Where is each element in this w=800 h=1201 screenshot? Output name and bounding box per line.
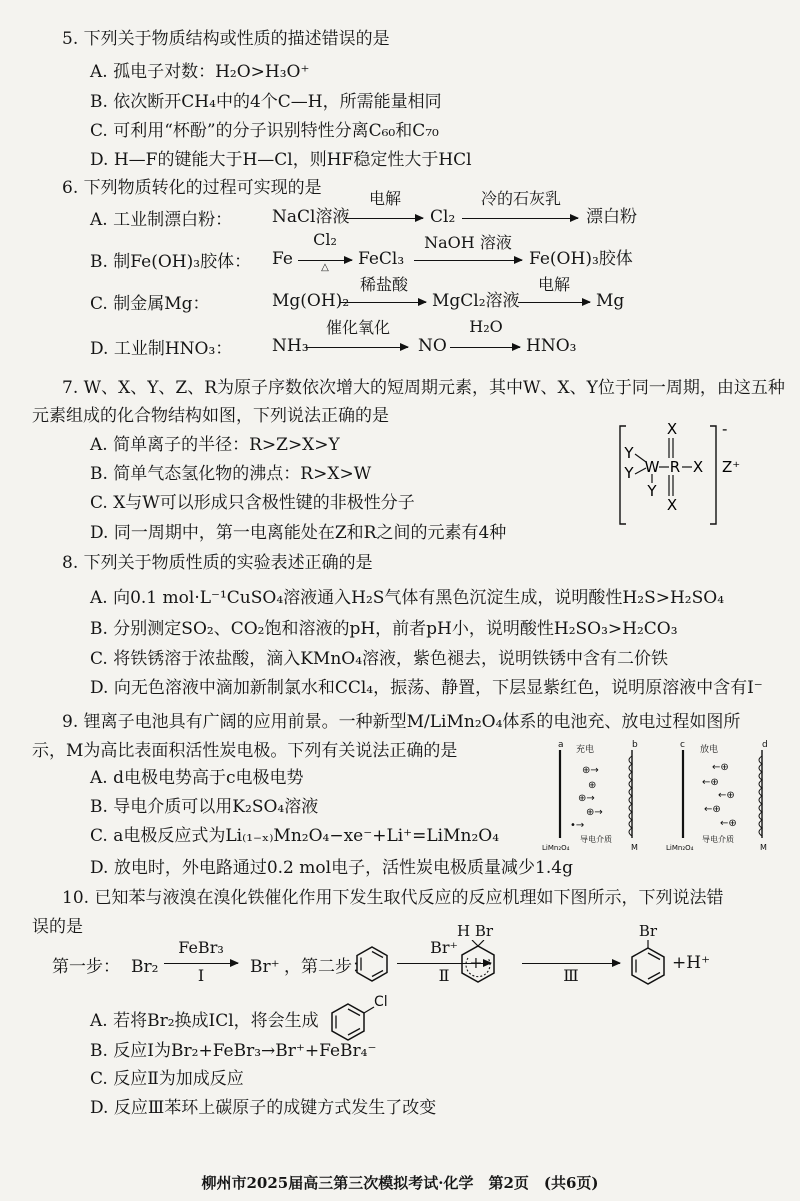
q6-c-product: Mg xyxy=(596,291,625,311)
q7-atom-y1: Y xyxy=(624,444,634,462)
q10-stem-line2: 误的是 xyxy=(32,917,83,937)
q5-option-b: B. 依次断开CH₄中的4个C—H，所需能量相同 xyxy=(90,92,442,112)
q9-medium-1: 导电介质 xyxy=(580,835,612,844)
q9-left-electrode-2: LiMn₂O₄ xyxy=(666,844,694,852)
q9-label-c: c xyxy=(680,740,685,750)
q9-charge-label: 充电 xyxy=(576,745,595,755)
q10-option-d: D. 反应Ⅲ苯环上碳原子的成键方式发生了改变 xyxy=(90,1098,437,1118)
q6-b-heat: △ xyxy=(321,262,329,273)
q6-b-cond2: NaOH 溶液 xyxy=(424,233,512,252)
q10-br-sub: Br xyxy=(638,922,658,940)
q6-c-arrow1 xyxy=(340,302,426,303)
q9-battery-figure xyxy=(540,738,775,858)
q6-c-cond1: 稀盐酸 xyxy=(359,275,408,294)
svg-text:⊕→: ⊕→ xyxy=(578,793,595,804)
q5-stem: 5. 下列关于物质结构或性质的描述错误的是 xyxy=(62,29,390,49)
q9-label-a: a xyxy=(558,740,564,750)
q6-d-arrow2 xyxy=(450,347,520,348)
q6-d-mid: NO xyxy=(418,336,447,356)
q9-stem-line2: 示，M为高比表面积活性炭电极。下列有关说法正确的是 xyxy=(32,741,458,761)
q6-d-arrow1 xyxy=(306,347,408,348)
q10-br2: Br₂ xyxy=(131,957,159,977)
svg-text:⊕→: ⊕→ xyxy=(586,807,603,818)
q7-option-a: A. 简单离子的半径：R>Z>X>Y xyxy=(90,435,340,455)
q10-brplus-2: Br⁺ xyxy=(430,938,458,957)
svg-text:←⊕: ←⊕ xyxy=(718,790,735,801)
q6-d-cond1: 催化氧化 xyxy=(325,318,390,337)
q10-hplus: +H⁺ xyxy=(672,953,711,973)
q7-option-d: D. 同一周期中，第一电离能处在Z和R之间的元素有4种 xyxy=(90,523,507,543)
q10-reaction-2: Ⅱ xyxy=(438,966,450,985)
q6-a-arrow1 xyxy=(345,218,423,219)
q6-a-cond2: 冷的石灰乳 xyxy=(480,189,561,208)
q6-b-mid: FeCl₃ xyxy=(358,249,405,269)
q9-option-d: D. 放电时，外电路通过0.2 mol电子，活性炭电极质量减少1.4g xyxy=(90,858,573,878)
q7-atom-y3: Y xyxy=(647,482,657,500)
svg-text:←⊕: ←⊕ xyxy=(702,777,719,788)
q7-atom-x-bottom: X xyxy=(666,496,678,514)
q7-atom-w: W xyxy=(644,458,660,476)
q10-option-b: B. 反应Ⅰ为Br₂+FeBr₃→Br⁺+FeBr₄⁻ xyxy=(90,1041,377,1061)
q10-option-c: C. 反应Ⅱ为加成反应 xyxy=(90,1069,244,1089)
q10-arrow-1 xyxy=(164,963,238,964)
q7-stem-line2: 元素组成的化合物结构如图，下列说法正确的是 xyxy=(32,406,389,426)
q6-d-label: D. 工业制HNO₃： xyxy=(90,339,233,359)
q6-c-mid: MgCl₂溶液 xyxy=(432,291,520,311)
q7-stem-line1: 7. W、X、Y、Z、R为原子序数依次增大的短周期元素，其中W、X、Y位于同一周期，由这五种 xyxy=(62,378,785,398)
svg-text:←⊕: ←⊕ xyxy=(712,762,729,773)
q9-stem-line1: 9. 锂离子电池具有广阔的应用前景。一种新型M/LiMn₂O₄体系的电池充、放电过程如图所 xyxy=(62,712,741,732)
q5-option-c: C. 可利用“杯酚”的分子识别特性分离C₆₀和C₇₀ xyxy=(90,121,439,141)
q9-option-c: C. a电极反应式为Li₍₁₋ₓ₎Mn₂O₄−xe⁻+Li⁺=LiMn₂O₄ xyxy=(90,826,500,846)
q10-h-br: H Br xyxy=(456,922,494,940)
q9-label-d: d xyxy=(762,740,768,750)
q6-b-arrow2 xyxy=(414,260,522,261)
q9-option-b: B. 导电介质可以用K₂SO₄溶液 xyxy=(90,797,319,817)
q7-atom-r: R xyxy=(669,458,681,476)
q8-option-d: D. 向无色溶液中滴加新制氯水和CCl₄，振荡、静置，下层显紫红色，说明原溶液中含有I⁻ xyxy=(90,678,763,698)
q6-b-arrow1 xyxy=(298,260,352,261)
q10-arrow-3 xyxy=(522,963,620,964)
q6-a-label: A. 工业制漂白粉： xyxy=(90,210,233,230)
q6-d-product: HNO₃ xyxy=(526,336,577,356)
q8-option-a: A. 向0.1 mol·L⁻¹CuSO₄溶液通入H₂S气体有黑色沉淀生成，说明酸性H₂S>H₂SO₄ xyxy=(90,588,725,608)
q10-step1-label: 第一步： xyxy=(52,957,120,977)
q6-c-reactant: Mg(OH)₂ xyxy=(272,291,350,311)
q6-a-arrow2 xyxy=(462,218,578,219)
chlorobenzene-icon xyxy=(328,994,388,1042)
arenium-ion-icon xyxy=(456,940,500,988)
q6-b-label: B. 制Fe(OH)₃胶体： xyxy=(90,252,252,272)
q7-cation: Z⁺ xyxy=(722,458,741,476)
svg-text:←⊕: ←⊕ xyxy=(704,804,721,815)
q6-d-reactant: NH₃ xyxy=(272,336,309,356)
q7-charge: - xyxy=(722,420,728,438)
benzene-icon xyxy=(352,944,392,984)
q6-b-reactant: Fe xyxy=(272,249,293,269)
q6-stem: 6. 下列物质转化的过程可实现的是 xyxy=(62,178,322,198)
q7-atom-x-right: X xyxy=(692,458,704,476)
svg-text:•→: •→ xyxy=(570,820,585,831)
q10-reaction-1: Ⅰ xyxy=(197,966,205,985)
q9-option-a: A. d电极电势高于c电极电势 xyxy=(90,768,304,788)
q10-cl-label: Cl xyxy=(374,994,388,1010)
q6-d-cond2: H₂O xyxy=(469,317,503,336)
q7-structure-figure xyxy=(612,420,752,530)
q8-option-c: C. 将铁锈溶于浓盐酸，滴入KMnO₄溶液，紫色褪去，说明铁锈中含有二价铁 xyxy=(90,649,669,669)
q6-a-product: 漂白粉 xyxy=(586,207,637,227)
q10-catalyst: FeBr₃ xyxy=(178,938,224,957)
q10-option-a: A. 若将Br₂换成ICl，将会生成 xyxy=(90,1011,319,1031)
svg-text:←⊕: ←⊕ xyxy=(720,818,737,829)
q5-option-d: D. H—F的键能大于H—Cl，则HF稳定性大于HCl xyxy=(90,150,472,170)
q7-option-b: B. 简单气态氢化物的沸点：R>X>W xyxy=(90,464,372,484)
q6-c-arrow2 xyxy=(518,302,590,303)
q7-option-c: C. X与W可以形成只含极性键的非极性分子 xyxy=(90,493,415,513)
q9-label-b: b xyxy=(632,740,638,750)
svg-text:⊕→: ⊕→ xyxy=(582,765,599,776)
q6-a-reactant: NaCl溶液 xyxy=(272,207,350,227)
q6-a-cond1: 电解 xyxy=(368,189,401,208)
q7-atom-x-top: X xyxy=(666,420,678,438)
q10-stem-line1: 10. 已知苯与液溴在溴化铁催化作用下发生取代反应的反应机理如下图所示，下列说法错 xyxy=(62,888,724,908)
q10-reaction-3: Ⅲ xyxy=(563,966,579,985)
q6-c-label: C. 制金属Mg： xyxy=(90,294,210,314)
q10-brplus: Br⁺ xyxy=(250,957,280,977)
q9-right-electrode-1: M xyxy=(631,843,638,852)
q6-b-product: Fe(OH)₃胶体 xyxy=(529,249,633,269)
q10-step2-label: ，第二步： xyxy=(284,957,369,977)
q9-medium-2: 导电介质 xyxy=(702,835,734,844)
q6-b-cond1: Cl₂ xyxy=(313,230,337,249)
q9-discharge-label: 放电 xyxy=(700,745,719,755)
q10-plus-center: + xyxy=(469,953,483,972)
q8-stem: 8. 下列关于物质性质的实验表述正确的是 xyxy=(62,553,373,573)
page-footer: 柳州市2025届高三第三次模拟考试·化学 第2页 (共6页) xyxy=(201,1174,599,1192)
q9-right-electrode-2: M xyxy=(760,843,767,852)
q6-a-mid: Cl₂ xyxy=(430,207,456,227)
q8-option-b: B. 分别测定SO₂、CO₂饱和溶液的pH，前者pH小，说明酸性H₂SO₃>H₂CO₃ xyxy=(90,619,678,639)
q9-left-electrode-1: LiMn₂O₄ xyxy=(542,844,570,852)
svg-text:⊕: ⊕ xyxy=(588,780,597,791)
q6-c-cond2: 电解 xyxy=(537,275,570,294)
q7-atom-y2: Y xyxy=(624,464,634,482)
q5-option-a: A. 孤电子对数：H₂O>H₃O⁺ xyxy=(90,62,310,82)
bromobenzene-icon xyxy=(626,940,670,988)
